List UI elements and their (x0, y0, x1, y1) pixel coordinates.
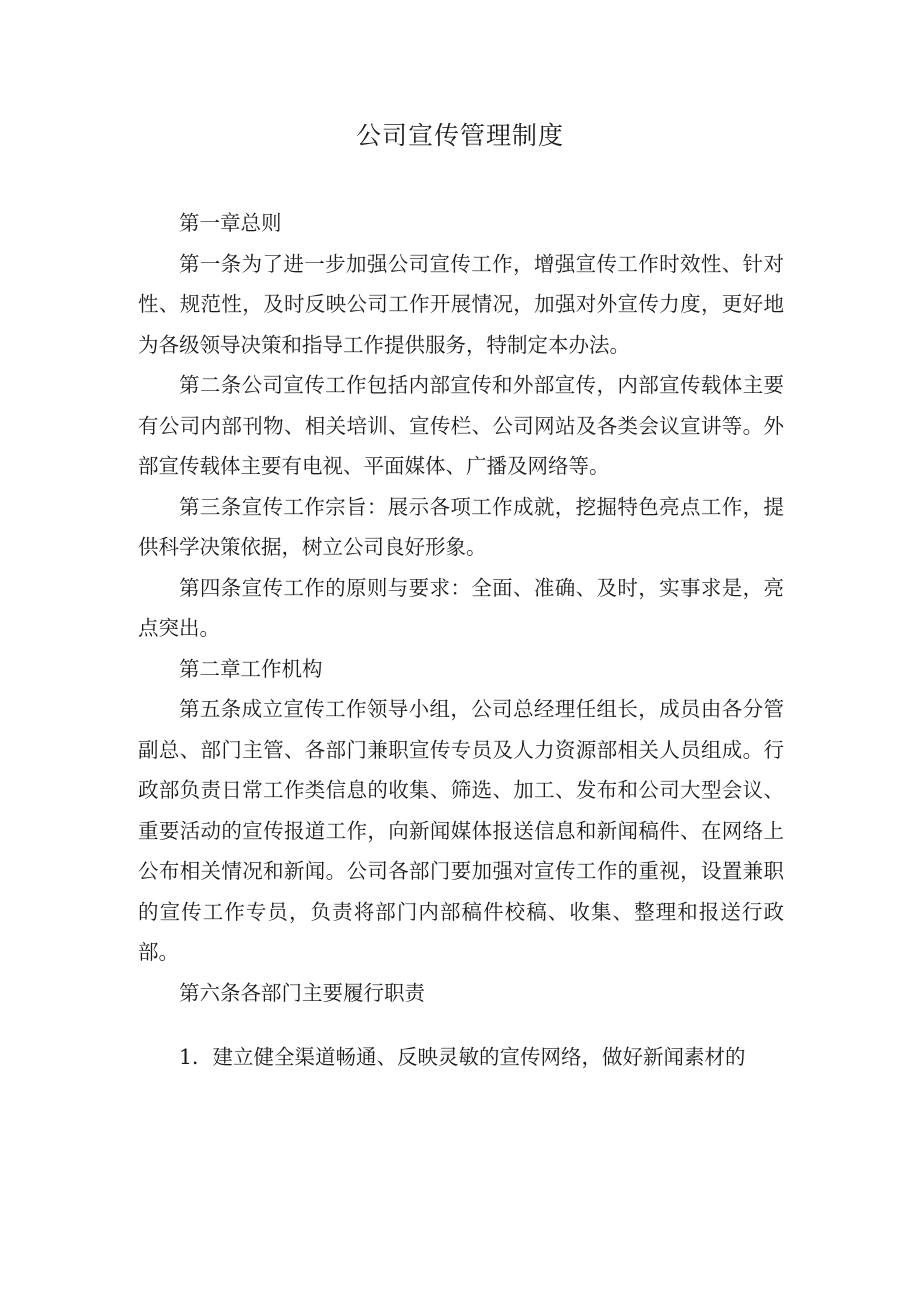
article-2: 第二条公司宣传工作包括内部宣传和外部宣传，内部宣传载体主要有公司内部刊物、相关培训、宣传栏、公司网站及各类会议宣讲等。外部宣传载体主要有电视、平面媒体、广播及网络等。 (138, 373, 784, 478)
article-6: 第六条各部门主要履行职责 (179, 980, 425, 1005)
article-3: 第三条宣传工作宗旨：展示各项工作成就，挖掘特色亮点工作，提供科学决策依据，树立公司良好形象。 (138, 494, 784, 559)
document-title: 公司宣传管理制度 (355, 121, 564, 150)
list-item-1: 1．建立健全渠道畅通、反映灵敏的宣传网络，做好新闻素材的 (179, 1045, 746, 1069)
chapter-heading-1: 第一章总则 (179, 211, 282, 235)
article-4: 第四条宣传工作的原则与要求：全面、准确、及时，实事求是，亮点突出。 (138, 575, 784, 640)
article-1: 第一条为了进一步加强公司宣传工作，增强宣传工作时效性、针对性、规范性，及时反映公司工作开展情况，加强对外宣传力度，更好地为各级领导决策和指导工作提供服务，特制定本办法。 (138, 251, 784, 357)
article-5: 第五条成立宣传工作领导小组，公司总经理任组长，成员由各分管副总、部门主管、各部门兼职宣传专员及人力资源部相关人员组成。行政部负责日常工作类信息的收集、筛选、加工、发布和公司大型会议、重要活动的宣传报道工作，向新闻媒体报送信息和新闻稿件、在网络上公布相关情况和新闻。公司各部门要加强对宣传工作的重视，设置兼职的宣传工作专员，负责将部门内部稿件校稿、收集、整理和报送行政部。 (138, 697, 784, 964)
chapter-heading-2: 第二章工作机构 (179, 656, 323, 681)
document-body (138, 203, 784, 1078)
